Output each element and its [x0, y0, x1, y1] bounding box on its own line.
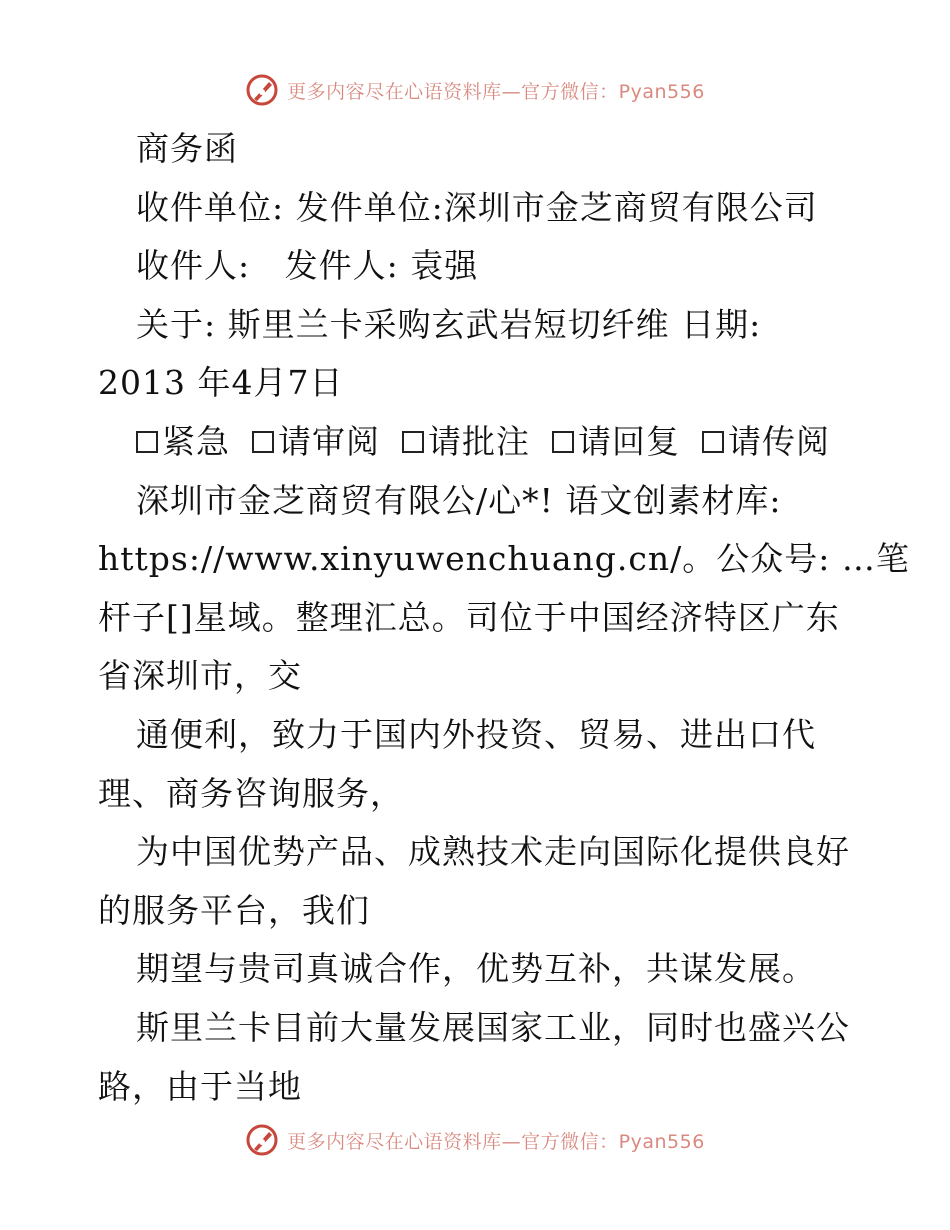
body-line: 深圳市金芝商贸有限公/心*! 语文创素材库:: [136, 480, 782, 520]
body-line: 省深圳市，交: [98, 656, 302, 696]
recipient-sender-unit-line: 收件单位: 发件单位:深圳市金芝商贸有限公司: [136, 187, 818, 227]
body-line: https://www.xinyuwenchuang.cn/。公众号: …笔: [98, 539, 910, 579]
document-title: 商务函: [136, 129, 238, 168]
priority-checkbox-row: [98, 413, 858, 472]
watermark-banner-top: [0, 70, 950, 110]
body-line: 路，由于当地: [98, 1066, 302, 1106]
body-line: 杆子[]星域。整理汇总。司位于中国经济特区广东: [98, 597, 840, 637]
body-line: 为中国优势产品、成熟技术走向国际化提供良好: [136, 832, 850, 872]
body-line: 期望与贵司真诚合作，优势互补，共谋发展。: [136, 949, 816, 989]
checkbox-label: 请审阅: [278, 421, 380, 461]
checkbox-icon[interactable]: [552, 431, 574, 453]
checkbox-icon[interactable]: [252, 431, 274, 453]
checkbox-please-circulate[interactable]: [702, 413, 830, 472]
quill-logo-icon: [245, 73, 279, 107]
watermark-text: 更多内容尽在心语资料库—官方微信：Pyan556: [287, 1130, 705, 1153]
checkbox-urgent[interactable]: [136, 413, 230, 472]
body-line: 斯里兰卡目前大量发展国家工业，同时也盛兴公: [136, 1007, 850, 1047]
subject-line: 关于: 斯里兰卡采购玄武岩短切纤维 日期:: [136, 304, 762, 344]
watermark-text: 更多内容尽在心语资料库—官方微信：Pyan556: [287, 80, 705, 103]
body-line: 理、商务咨询服务，: [98, 773, 404, 813]
quill-logo-icon: [245, 1123, 279, 1157]
watermark-banner-bottom: [0, 1120, 950, 1160]
checkbox-label: 请传阅: [728, 421, 830, 461]
recipient-sender-person-line: 收件人: 发件人: 袁强: [136, 246, 479, 286]
checkbox-please-annotate[interactable]: [402, 413, 530, 472]
checkbox-label: 紧急: [162, 421, 230, 461]
checkbox-icon[interactable]: [702, 431, 724, 453]
date-line: 2013 年4月7日: [98, 363, 344, 403]
checkbox-please-reply[interactable]: [552, 413, 680, 472]
checkbox-icon[interactable]: [402, 431, 424, 453]
letter-content: [98, 120, 910, 1116]
checkbox-please-review[interactable]: [252, 413, 380, 472]
checkbox-icon[interactable]: [136, 431, 158, 453]
checkbox-label: 请批注: [428, 421, 530, 461]
checkbox-label: 请回复: [578, 421, 680, 461]
body-line: 的服务平台，我们: [98, 890, 370, 930]
body-line: 通便利，致力于国内外投资、贸易、进出口代: [136, 714, 816, 754]
